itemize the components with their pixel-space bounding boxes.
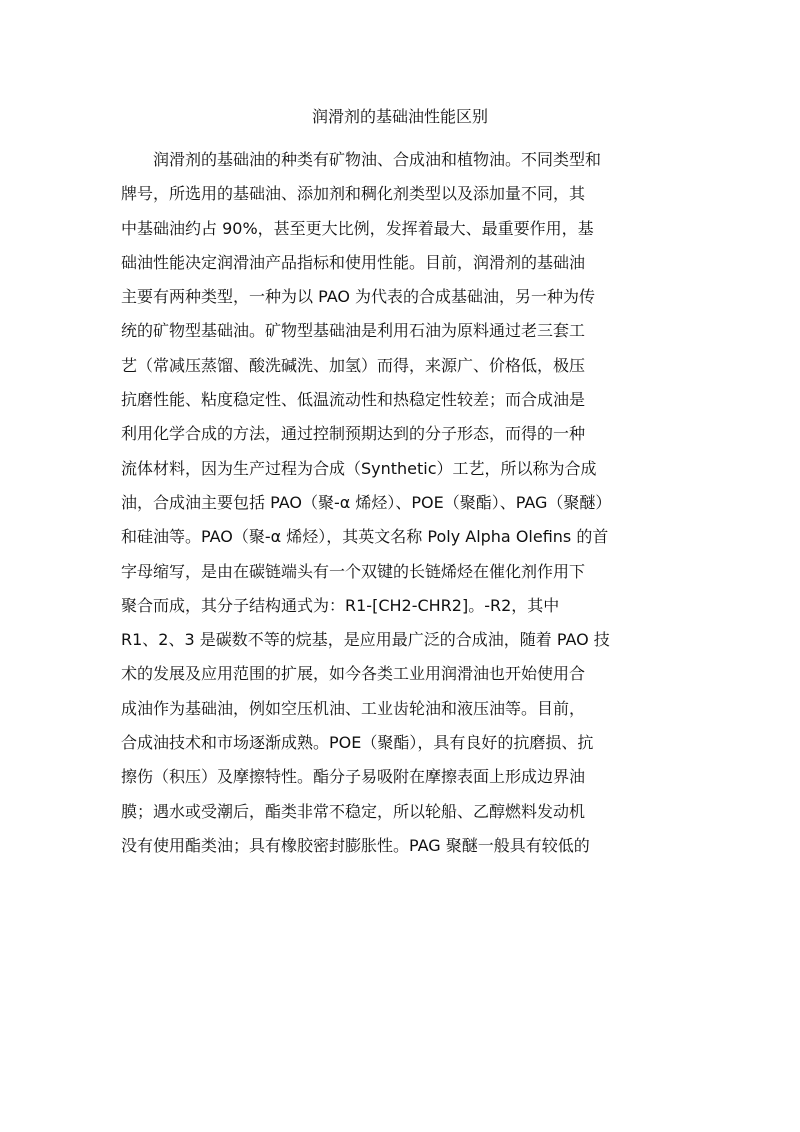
body-line: 合成油技术和市场逐渐成熟。POE（聚酯），具有良好的抗磨损、抗	[121, 733, 594, 753]
body-line: 主要有两种类型，一种为以 PAO 为代表的合成基础油，另一种为传	[121, 287, 596, 307]
body-line: 利用化学合成的方法，通过控制预期达到的分子形态，而得的一种	[121, 424, 586, 444]
body-line: 础油性能决定润滑油产品指标和使用性能。目前，润滑剂的基础油	[121, 252, 586, 272]
body-line: 聚合而成，其分子结构通式为：R1-[CH2-CHR2]。-R2，其中	[121, 595, 560, 615]
body-line: 术的发展及应用范围的扩展，如今各类工业用润滑油也开始使用合	[121, 664, 586, 684]
body-line: 和硅油等。PAO（聚-α 烯烃），其英文名称 Poly Alpha Olefins 的首	[121, 527, 609, 547]
body-line: 字母缩写，是由在碳链端头有一个双键的长链烯烃在催化剂作用下	[121, 561, 586, 581]
body-line: 成油作为基础油，例如空压机油、工业齿轮油和液压油等。目前，	[121, 698, 586, 718]
body-line: 流体材料，因为生产过程为合成（Synthetic）工艺，所以称为合成	[121, 458, 597, 478]
document-title: 润滑剂的基础油性能区别	[311, 107, 488, 126]
body-line: 统的矿物型基础油。矿物型基础油是利用石油为原料通过老三套工	[121, 321, 586, 341]
body-line: 没有使用酯类油；具有橡胶密封膨胀性。PAG 聚醚一般具有较低的	[121, 835, 590, 855]
body-line: 牌号，所选用的基础油、添加剂和稠化剂类型以及添加量不同，其	[121, 184, 586, 204]
body-line: 抗磨性能、粘度稳定性、低温流动性和热稳定性较差；而合成油是	[121, 390, 586, 410]
document-body	[121, 143, 681, 863]
body-line: 中基础油约占 90%，甚至更大比例，发挥着最大、最重要作用，基	[121, 218, 594, 238]
body-line: 艺（常减压蒸馏、酸洗碱洗、加氢）而得，来源广、价格低，极压	[121, 355, 586, 375]
body-line: 油，合成油主要包括 PAO（聚-α 烯烃）、POE（聚酯）、PAG（聚醚）	[121, 492, 612, 512]
body-line: 膜；遇水或受潮后，酯类非常不稳定，所以轮船、乙醇燃料发动机	[121, 801, 586, 821]
body-line: 润滑剂的基础油的种类有矿物油、合成油和植物油。不同类型和	[153, 150, 602, 169]
body-line: 擦伤（积压）及摩擦特性。酯分子易吸附在摩擦表面上形成边界油	[121, 767, 586, 787]
body-line: R1、2、3 是碳数不等的烷基，是应用最广泛的合成油，随着 PAO 技	[121, 630, 610, 650]
